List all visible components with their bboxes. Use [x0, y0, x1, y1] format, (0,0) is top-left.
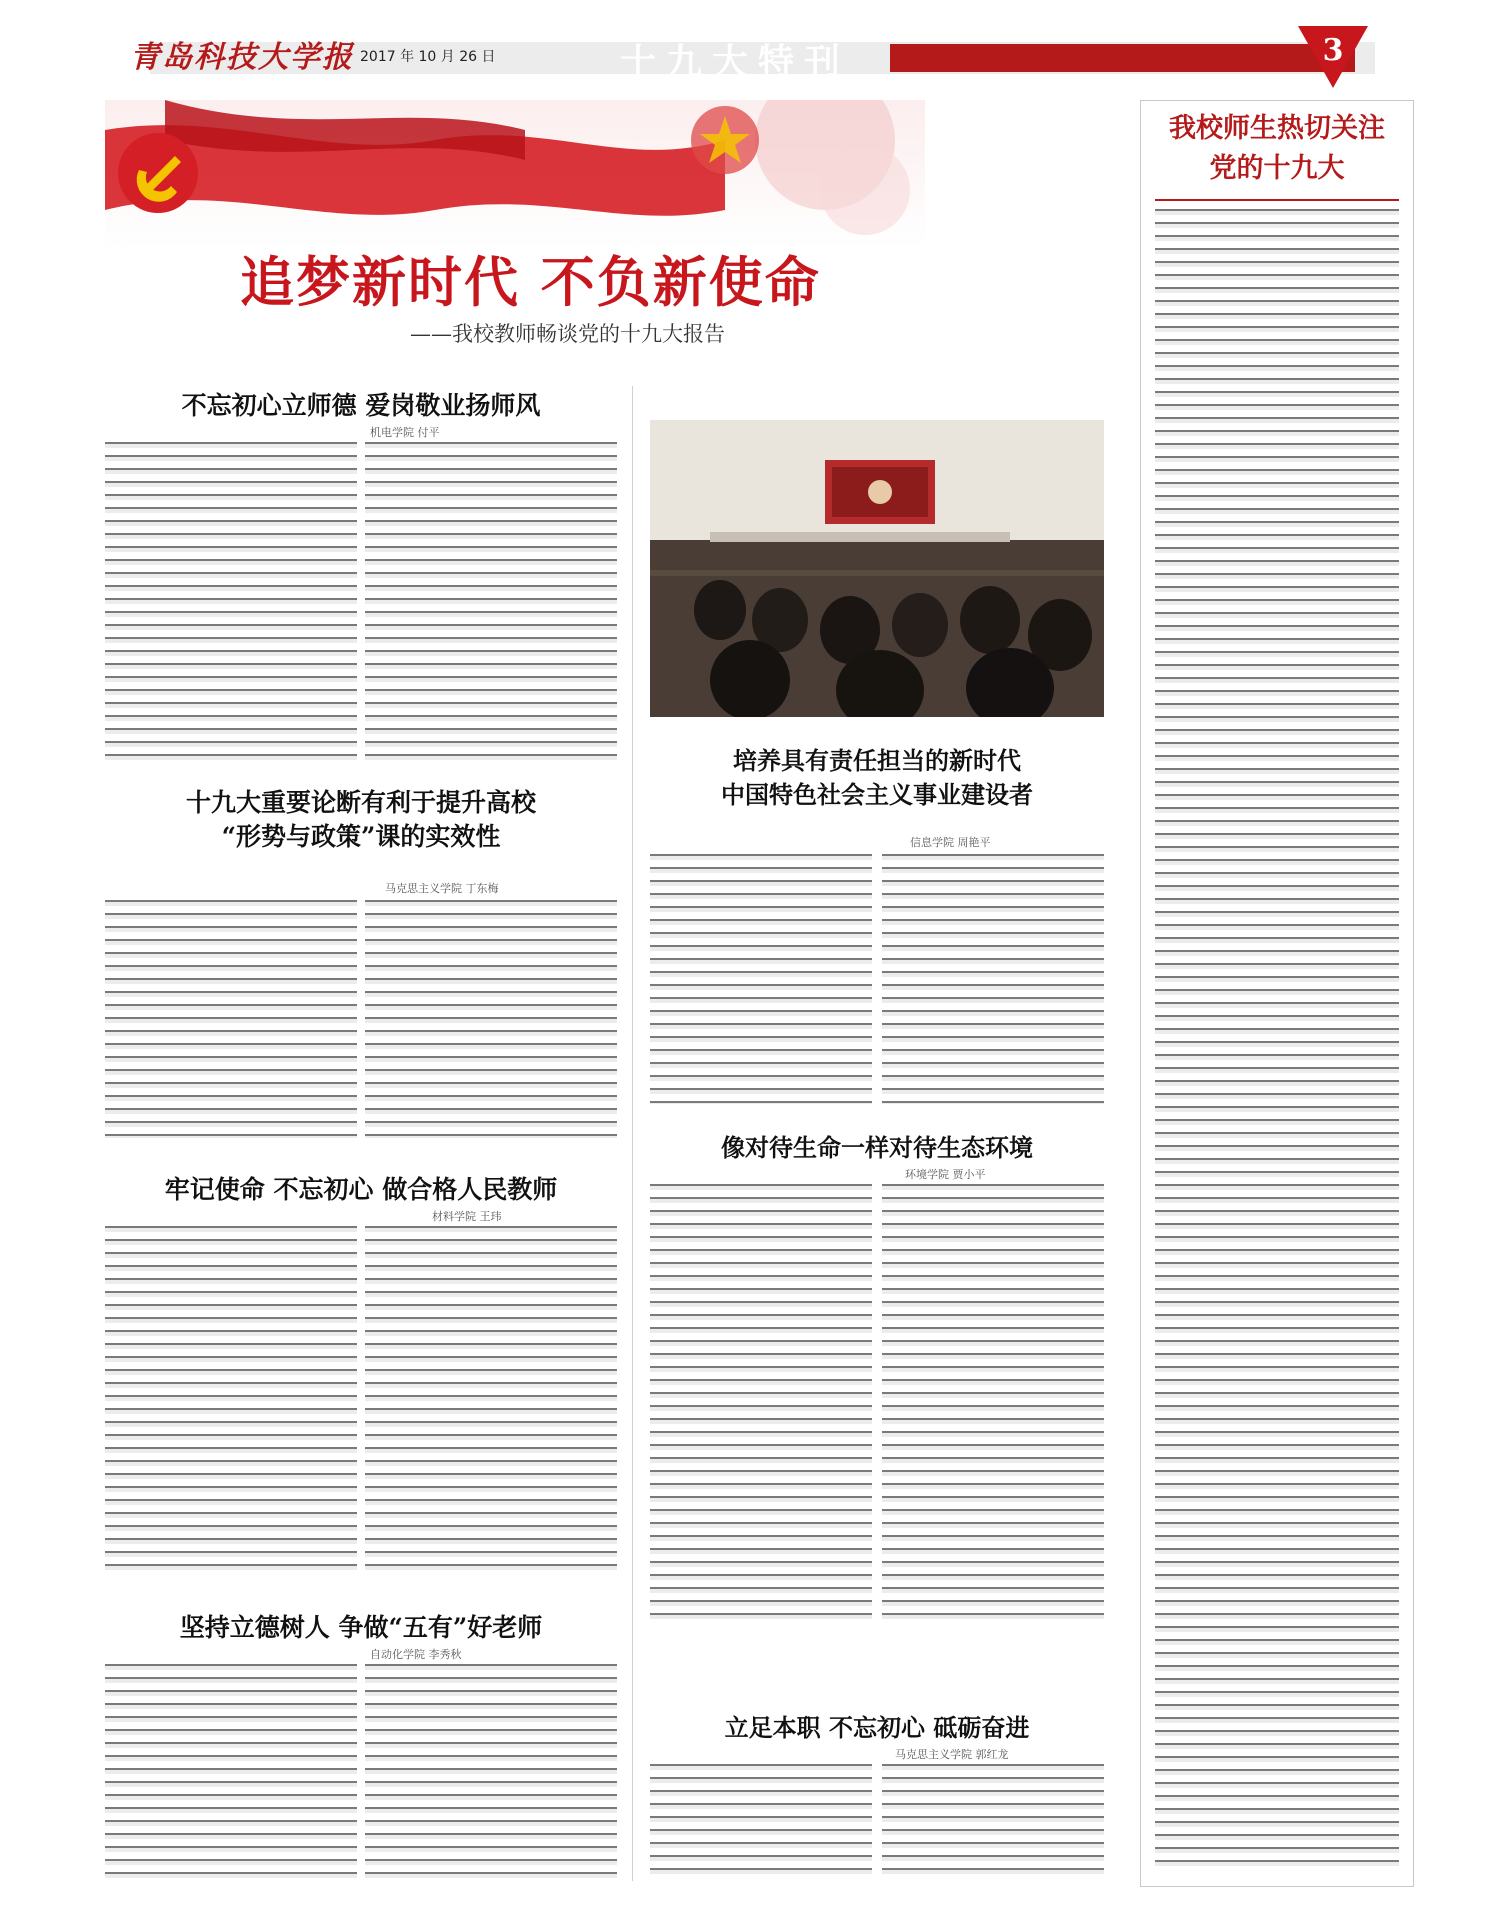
article-title-line: 中国特色社会主义事业建设者: [721, 780, 1033, 809]
article-body-text: [650, 854, 872, 1104]
article-body-text: [882, 1764, 1104, 1880]
article-byline: 机电学院 付平: [370, 426, 440, 439]
article-byline: 马克思主义学院 丁东梅: [385, 882, 499, 895]
page-number-badge: [1298, 26, 1368, 88]
masthead: [90, 30, 1390, 82]
article-body-text: [105, 442, 357, 760]
masthead-accent-bar: [890, 44, 1355, 72]
article-title: 坚持立德树人 争做“五有”好老师: [179, 1613, 543, 1642]
article-body-text: [105, 1664, 357, 1880]
newspaper-logo: 青岛科技大学报: [130, 40, 354, 75]
issue-date: 2017 年 10 月 26 日: [360, 49, 496, 65]
sidebar-title-line-1: 我校师生热切关注: [1169, 113, 1385, 144]
article-byline: 信息学院 周艳平: [910, 836, 991, 849]
article-byline: 自动化学院 李秀秋: [370, 1648, 462, 1661]
article-body-text: [882, 854, 1104, 1104]
article-body-text: [365, 1664, 617, 1880]
article-body-text: [882, 1184, 1104, 1624]
sidebar-column: [1140, 100, 1414, 1887]
article-body-text: [365, 900, 617, 1138]
sidebar-divider: [1155, 199, 1399, 201]
article-title-line: “形势与政策”课的实效性: [221, 822, 501, 851]
banner-subtitle: ——我校教师畅谈党的十九大报告: [410, 322, 725, 346]
article-title: 像对待生命一样对待生态环境: [721, 1133, 1033, 1162]
article-title: 立足本职 不忘初心 砥砺奋进: [724, 1713, 1030, 1742]
article-title: 牢记使命 不忘初心 做合格人民教师: [164, 1175, 558, 1204]
article-title-line: 十九大重要论断有利于提升高校: [185, 788, 536, 817]
article-byline: 材料学院 王玮: [432, 1210, 502, 1223]
page-number: 3: [1322, 33, 1344, 68]
article-title: [650, 744, 1104, 812]
article-body-text: [365, 442, 617, 760]
article-byline: 环境学院 贾小平: [905, 1168, 986, 1181]
special-issue-title: 十九大特刊: [620, 41, 851, 83]
lecture-hall-photo: [650, 420, 1104, 717]
article-body-text: [105, 1226, 357, 1576]
feature-banner: [105, 100, 925, 370]
article-byline: 马克思主义学院 郭红龙: [895, 1748, 1009, 1761]
article-body-text: [650, 1184, 872, 1624]
article-body-text: [105, 900, 357, 1138]
banner-headline: 追梦新时代 不负新使命: [240, 250, 821, 314]
column-divider: [632, 386, 633, 1881]
lecture-hall-photo-image: [650, 420, 1104, 717]
article-body-text: [650, 1764, 872, 1880]
article-title-line: 培养具有责任担当的新时代: [733, 746, 1021, 775]
article-title: [105, 786, 617, 854]
party-emblem-icon: [655, 100, 795, 180]
article-body-text: [365, 1226, 617, 1576]
article-title: 不忘初心立师德 爱岗敬业扬师风: [181, 391, 541, 420]
party-emblem-icon: [115, 130, 201, 216]
sidebar-title-line-2: 党的十九大: [1209, 153, 1345, 184]
sidebar-title: [1141, 109, 1413, 189]
sidebar-body-text: [1155, 209, 1399, 1871]
